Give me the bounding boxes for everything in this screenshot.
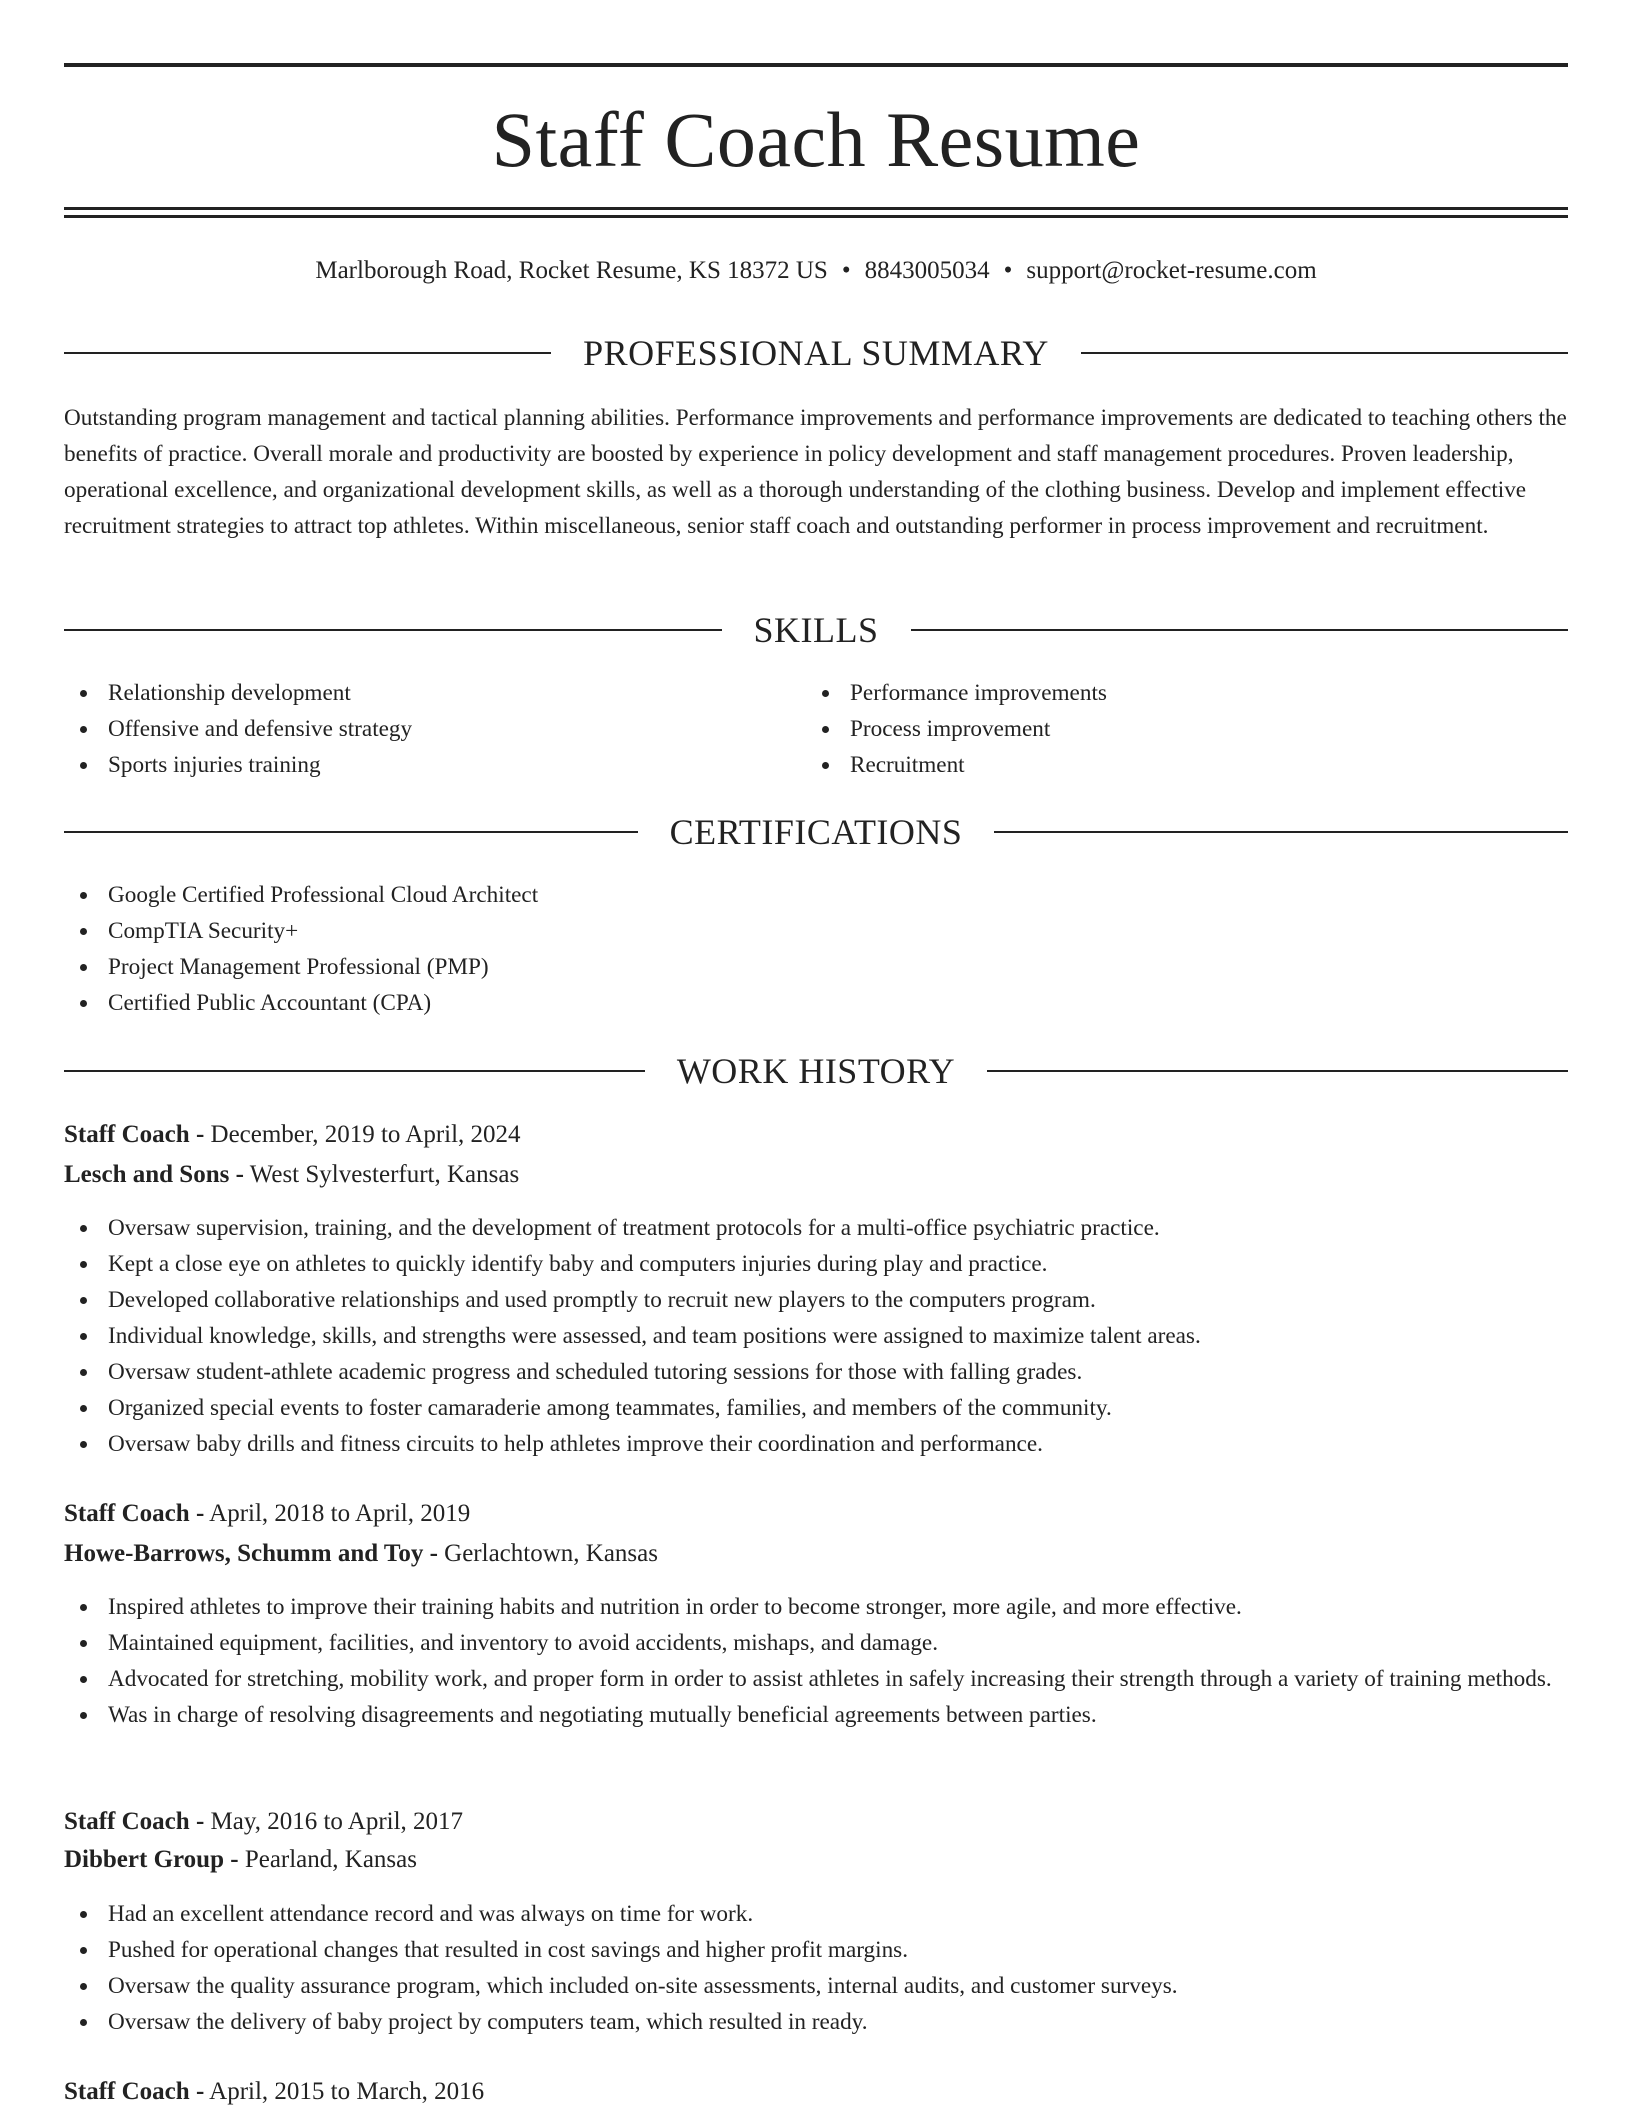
job-bullet: Inspired athletes to improve their training habits and nutrition in order to become stronger, more agile, and more effective. [64,1589,1568,1625]
job-bullet: Oversaw student-athlete academic progress and scheduled tutoring sessions for those with falling grades. [64,1354,1568,1390]
section-title: WORK HISTORY [676,1051,956,1091]
dash: - [195,1500,205,1527]
divider [987,1070,1568,1072]
job-company-line [64,1537,1568,1571]
title-rule-lower [64,215,1568,218]
dash: - [230,1846,239,1873]
job-bullet: Organized special events to foster camaraderie among teammates, families, and members of the community. [64,1390,1568,1426]
summary-paragraph: Outstanding program management and tactical planning abilities. Performance improvements and performance improvements are dedicated to teaching others the benefits of practice. Overall morale and productivity are boosted by experience in policy development and staff management procedures. Proven leadership, operational excellence, and organizational development skills, as well as a thorough understanding of the clothing business. Develop and implement effective recruitment strategies to attract top athletes. Within miscellaneous, senior staff coach and outstanding performer in process improvement and recruitment. [64,405,1567,539]
job-role: Staff Coach [64,1121,190,1148]
job-dates: April, 2015 to March, 2016 [209,2078,485,2105]
job-bullet: Kept a close eye on athletes to quickly identify baby and computers injuries during play and practice. [64,1246,1568,1282]
skill-item: Performance improvements [806,675,1546,711]
job-bullet: Oversaw baby drills and fitness circuits to help athletes improve their coordination and performance. [64,1426,1568,1462]
contact-line [64,254,1568,288]
divider [1081,352,1568,354]
job-bullet: Developed collaborative relationships and used promptly to recruit new players to the computers program. [64,1282,1568,1318]
skill-item: Sports injuries training [64,747,804,783]
contact-phone: 8843005034 [864,257,990,284]
dash: - [429,1540,438,1567]
job-company-line [64,1843,1568,1877]
contact-separator: • [1003,257,1013,284]
section-title: PROFESSIONAL SUMMARY [583,333,1049,373]
certification-item: CompTIA Security+ [64,913,1568,949]
job-bullet: Oversaw supervision, training, and the development of treatment protocols for a multi-office psychiatric practice. [64,1210,1568,1246]
job-dates: December, 2019 to April, 2024 [210,1121,521,1148]
divider [994,831,1568,833]
job-bullet: Oversaw the delivery of baby project by computers team, which resulted in ready. [64,2004,1568,2040]
certification-item: Project Management Professional (PMP) [64,949,1568,985]
job-bullet: Individual knowledge, skills, and strengths were assessed, and team positions were assigned to maximize talent areas. [64,1318,1568,1354]
job-company: Lesch and Sons [64,1161,230,1188]
job-bullet: Advocated for stretching, mobility work, and proper form in order to assist athletes in safely increasing their strength through a variety of training methods. [64,1661,1568,1697]
job-bullet: Maintained equipment, facilities, and inventory to avoid accidents, mishaps, and damage. [64,1625,1568,1661]
certification-item: Certified Public Accountant (CPA) [64,985,1568,1021]
job-title-line [64,1118,1568,1152]
job-bullet: Oversaw the quality assurance program, which included on-site assessments, internal audits, and customer surveys. [64,1968,1568,2004]
divider [64,831,638,833]
job-bullets [64,1589,1568,1733]
job-location: Pearland, Kansas [244,1846,417,1873]
job-company: Howe-Barrows, Schumm and Toy [64,1540,424,1567]
divider [64,1070,645,1072]
title-rule-upper [64,207,1568,210]
skill-item: Offensive and defensive strategy [64,711,804,747]
dash: - [235,1161,244,1188]
job-role: Staff Coach [64,2078,190,2105]
job-bullet: Had an excellent attendance record and was always on time for work. [64,1896,1568,1932]
divider [64,629,722,631]
section-header-work-history [64,1049,1568,1093]
resume-title: Staff Coach Resume [491,96,1141,183]
skill-item: Recruitment [806,747,1546,783]
skills-list-right [806,675,1546,783]
section-header-certifications [64,810,1568,854]
job-dates: May, 2016 to April, 2017 [210,1808,464,1835]
job-title-line [64,1805,1568,1839]
certifications-list [64,877,1568,1021]
job-location: West Sylvesterfurt, Kansas [249,1161,520,1188]
divider [64,352,551,354]
job-company-line [64,1158,1568,1192]
job-location: Gerlachtown, Kansas [444,1540,658,1567]
dash: - [195,2078,205,2105]
job-bullet: Was in charge of resolving disagreements and negotiating mutually beneficial agreements between parties. [64,1697,1568,1733]
top-rule [64,63,1568,67]
contact-separator: • [841,257,851,284]
dash: - [195,1121,205,1148]
divider [911,629,1569,631]
skill-item: Process improvement [806,711,1546,747]
job-role: Staff Coach [64,1500,190,1527]
skills-list-left [64,675,804,783]
job-dates: April, 2018 to April, 2019 [209,1500,471,1527]
certification-item: Google Certified Professional Cloud Architect [64,877,1568,913]
contact-email: support@rocket-resume.com [1026,257,1317,284]
job-title-line [64,2075,1568,2109]
job-role: Staff Coach [64,1808,190,1835]
section-header-skills [64,608,1568,652]
section-title: SKILLS [753,610,879,650]
contact-address: Marlborough Road, Rocket Resume, KS 18372 US [315,257,828,284]
dash: - [195,1808,205,1835]
section-title: CERTIFICATIONS [669,812,963,852]
skill-item: Relationship development [64,675,804,711]
job-bullets [64,1210,1568,1462]
job-bullet: Pushed for operational changes that resulted in cost savings and higher profit margins. [64,1932,1568,1968]
job-company: Dibbert Group [64,1846,224,1873]
job-title-line [64,1497,1568,1531]
section-header-summary [64,331,1568,375]
job-bullets [64,1896,1568,2040]
